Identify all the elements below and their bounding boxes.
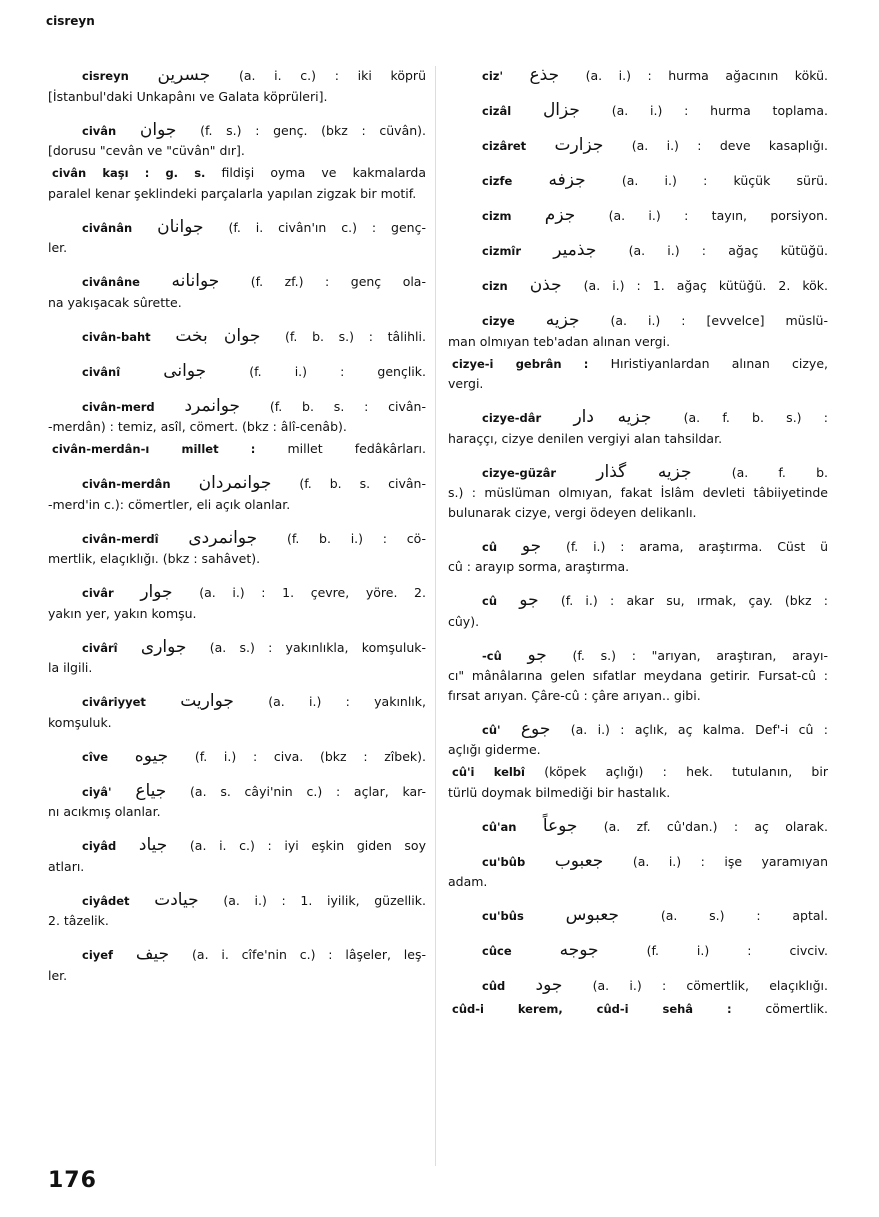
- entry-definition: (a. i. cîfe'nin c.) : lâşeler, leş-: [192, 947, 426, 962]
- entry-definition: (f. i.) : akar su, ırmak, çay. (bkz :: [560, 593, 829, 608]
- entry-definition: millet fedâkârları.: [287, 441, 426, 456]
- dictionary-entry: [48, 397, 426, 437]
- entry-headword: cîve: [82, 749, 109, 764]
- entry-continuation: haraççı, cizye denilen vergiyi alan tahsildar.: [448, 430, 723, 446]
- entry-definition: (a. i.) : 1. iyilik, güzellik.: [223, 892, 426, 908]
- entry-arabic-script: جو: [519, 590, 539, 610]
- entry-headword: cizâret: [482, 139, 527, 153]
- entry-first-line: [448, 66, 828, 87]
- dictionary-entry: [448, 646, 828, 706]
- entry-definition: (f. b. s. civân-: [299, 476, 426, 491]
- dictionary-entry: [448, 906, 828, 927]
- dictionary-entry: [48, 692, 426, 732]
- dictionary-entry: [48, 945, 426, 985]
- entry-headword: civân: [82, 123, 117, 138]
- entry-arabic-script: جيف: [135, 944, 170, 964]
- entry-headword: civâriyyet: [82, 695, 146, 709]
- entry-headword: ciyâ': [82, 784, 112, 799]
- entry-continuation: [İstanbul'daki Unkapânı ve Galata köprüleri].: [48, 88, 328, 104]
- entry-arabic-script: جوانمردى: [188, 527, 258, 548]
- entry-first-line: [448, 941, 828, 962]
- entry-headword: civân kaşı : g. s.: [52, 166, 206, 180]
- entry-first-line: [448, 720, 828, 741]
- entry-definition: (a. zf. cû'dan.) : aç olarak.: [603, 818, 828, 834]
- entry-arabic-script: جيادت: [154, 889, 199, 910]
- entry-first-line: [48, 218, 426, 239]
- dictionary-entry: [48, 891, 426, 931]
- entry-definition: (a. i.) : hurma toplama.: [611, 103, 828, 118]
- entry-headword: cû: [482, 539, 498, 554]
- entry-definition: (a. i.) : deve kasaplığı.: [631, 138, 828, 153]
- dictionary-entry: [448, 976, 828, 997]
- entry-arabic-script: جذمير: [553, 240, 597, 260]
- running-header: cisreyn: [46, 14, 95, 28]
- entry-definition: (f. i.) : civciv.: [646, 943, 828, 958]
- dictionary-entry: [48, 362, 426, 383]
- dictionary-entry: [448, 311, 828, 351]
- dictionary-entry: [448, 276, 828, 297]
- entry-arabic-script: جعبوس: [565, 905, 619, 925]
- entry-first-line: [448, 136, 828, 157]
- dictionary-entry: [48, 218, 426, 258]
- entry-continuation: mertlik, elaçıklığı. (bkz : sahâvet).: [48, 551, 261, 566]
- entry-continuation: atları.: [48, 858, 85, 874]
- entry-headword: cû'an: [482, 819, 517, 834]
- dictionary-entry: [48, 327, 426, 348]
- entry-continuation: -merdân) : temiz, asîl, cömert. (bkz : âlî-cenâb).: [48, 419, 347, 434]
- entry-headword: cu'bûb: [482, 854, 526, 869]
- entry-definition: (a. i.) : açlık, aç kalma. Def'-i cû :: [570, 721, 828, 737]
- entry-first-line: [48, 397, 426, 418]
- entry-first-line: [448, 276, 828, 297]
- entry-continuation: nı acıkmış olanlar.: [48, 804, 161, 819]
- entry-definition: (f. s.) : "arıyan, araştıran, arayı-: [572, 647, 828, 663]
- entry-first-line: [448, 463, 828, 484]
- dictionary-entry: [448, 591, 828, 631]
- entry-headword: civân-baht: [82, 329, 151, 344]
- entry-first-line: [48, 163, 426, 184]
- dictionary-entry: [448, 241, 828, 262]
- dictionary-entry: [48, 747, 426, 768]
- entry-headword: cizye-i gebrân :: [452, 356, 589, 371]
- entry-headword: cizm: [482, 209, 512, 223]
- entry-headword: civâr: [82, 586, 114, 600]
- entry-arabic-script: جو: [521, 535, 542, 556]
- entry-definition: (a. i.) : ağaç kütüğü.: [628, 243, 828, 258]
- entry-headword: cizmîr: [482, 244, 522, 258]
- entry-arabic-script: جواريت: [180, 691, 234, 711]
- entry-headword: cû: [482, 594, 498, 608]
- entry-definition: (a. i.) : işe yaramıyan: [632, 853, 828, 869]
- entry-definition: (a. f. b.: [731, 464, 828, 480]
- entry-definition: (köpek açlığı) : hek. tutulanın, bir: [544, 764, 828, 779]
- entry-headword: ciyâd: [82, 839, 117, 853]
- entry-arabic-script: جوانان: [157, 216, 204, 237]
- entry-first-line: [448, 999, 828, 1020]
- entry-first-line: [448, 852, 828, 873]
- entry-first-line: [448, 311, 828, 332]
- entry-definition: (a. i.) : cömertlik, elaçıklığı.: [592, 978, 828, 993]
- entry-first-line: [448, 408, 828, 429]
- entry-first-line: [48, 692, 426, 713]
- entry-continuation: paralel kenar şeklindeki parçalarla yapılan zigzak bir motif.: [48, 185, 417, 201]
- entry-arabic-script: جذع: [529, 65, 560, 85]
- entry-continuation: açlığı giderme.: [448, 742, 541, 757]
- entry-first-line: [48, 529, 426, 550]
- dictionary-entry: [48, 66, 426, 106]
- entry-first-line: [48, 327, 426, 348]
- page-number: 176: [48, 1168, 97, 1193]
- entry-continuation: komşuluk.: [48, 714, 112, 730]
- entry-headword: civânî: [82, 364, 121, 379]
- entry-arabic-script: جزيه گذار: [596, 461, 692, 482]
- entry-definition: (a. i.) : 1. ağaç kütüğü. 2. kök.: [583, 278, 829, 293]
- entry-definition: (f. b. s. : civân-: [269, 398, 426, 414]
- entry-headword: ciz': [482, 69, 503, 83]
- entry-arabic-script: جسرين: [157, 65, 211, 85]
- entry-arabic-script: جزيه: [545, 310, 580, 330]
- entry-continuation: la ilgili.: [48, 660, 93, 675]
- entry-headword: -cû: [482, 648, 502, 663]
- entry-definition: Hıristiyanlardan alınan cizye,: [610, 355, 828, 371]
- entry-first-line: [48, 638, 426, 659]
- entry-first-line: [48, 836, 426, 857]
- entry-headword: civân-merdî: [82, 531, 159, 546]
- entry-arabic-script: جزارت: [554, 135, 604, 155]
- entry-first-line: [48, 272, 426, 293]
- entry-headword: cûce: [482, 944, 512, 958]
- entry-headword: cu'bûs: [482, 909, 524, 923]
- dictionary-entry: [448, 206, 828, 227]
- entry-headword: cizn: [482, 279, 508, 293]
- right-column: [448, 66, 828, 1034]
- entry-headword: civân-merdân: [82, 477, 171, 491]
- entry-arabic-script: جزم: [544, 205, 576, 225]
- entry-definition: (f. i.) : civa. (bkz : zîbek).: [194, 748, 426, 764]
- entry-continuation: cı" mânâlarına gelen sıfatlar meydana getirir. Fursat-cû : fırsat arıyan. Çâre-cû : çâre arıyan.. gibi.: [448, 668, 828, 703]
- dictionary-entry: [48, 474, 426, 514]
- entry-headword: ciyef: [82, 948, 114, 962]
- entry-continuation: cûy).: [448, 613, 480, 629]
- left-column: [48, 66, 426, 1000]
- entry-headword: cisreyn: [82, 69, 129, 83]
- entry-continuation: vergi.: [448, 376, 484, 391]
- dictionary-entry: [48, 782, 426, 822]
- entry-headword: cû'i kelbî: [452, 765, 525, 779]
- entry-headword: cûd: [482, 979, 506, 993]
- entry-first-line: [48, 121, 426, 142]
- entry-first-line: [448, 354, 828, 375]
- entry-headword: civân-merd: [82, 399, 155, 414]
- entry-definition: (a. i.) : 1. çevre, yöre. 2.: [199, 585, 426, 600]
- dictionary-entry: [448, 101, 828, 122]
- entry-definition: fildişi oyma ve kakmalarda: [221, 165, 426, 180]
- entry-first-line: [448, 101, 828, 122]
- entry-definition: (f. s.) : genç. (bkz : cüvân).: [200, 122, 426, 138]
- entry-definition: (a. i.) : hurma ağacının kökü.: [585, 68, 828, 83]
- entry-continuation: adam.: [448, 874, 488, 889]
- entry-definition: (f. zf.) : genç ola-: [250, 274, 426, 289]
- entry-arabic-script: جيوه: [134, 745, 169, 766]
- dictionary-entry: [48, 529, 426, 569]
- entry-arabic-script: جو: [527, 644, 547, 665]
- entry-first-line: [48, 945, 426, 966]
- entry-arabic-script: جوانى: [163, 360, 207, 381]
- entry-first-line: [48, 747, 426, 768]
- dictionary-entry: [448, 762, 828, 802]
- entry-continuation: yakın yer, yakın komşu.: [48, 605, 197, 621]
- dictionary-entry: [48, 272, 426, 312]
- dictionary-entry: [48, 163, 426, 203]
- entry-first-line: [448, 537, 828, 558]
- entry-arabic-script: جعبوب: [554, 850, 604, 871]
- entry-first-line: [48, 474, 426, 495]
- entry-headword: civân-merdân-ı millet :: [52, 442, 256, 456]
- entry-headword: cû': [482, 722, 501, 737]
- entry-arabic-script: جوار: [140, 582, 173, 602]
- entry-first-line: [448, 976, 828, 997]
- entry-headword: cûd-i kerem, cûd-i sehâ :: [452, 1002, 732, 1016]
- column-divider: [435, 66, 436, 1166]
- entry-first-line: [48, 362, 426, 383]
- dictionary-entry: [448, 66, 828, 87]
- entry-definition: (f. b. i.) : cö-: [286, 530, 426, 546]
- entry-arabic-script: جوجه: [559, 940, 599, 960]
- entry-headword: civârî: [82, 640, 118, 655]
- entry-arabic-script: جذن: [529, 275, 562, 295]
- entry-first-line: [448, 241, 828, 262]
- entry-headword: cizye-dâr: [482, 411, 542, 425]
- entry-arabic-script: جوانمردان: [198, 473, 272, 493]
- entry-definition: cömertlik.: [765, 1001, 828, 1016]
- entry-continuation: man olmıyan teb'adan alınan vergi.: [448, 333, 671, 349]
- entry-definition: (a. i.) : [evvelce] müslü-: [610, 313, 828, 328]
- entry-arabic-script: جوان بخت: [175, 325, 261, 346]
- dictionary-entry: [48, 439, 426, 460]
- entry-first-line: [448, 591, 828, 612]
- entry-first-line: [48, 66, 426, 87]
- entry-continuation: cû : arayıp sorma, araştırma.: [448, 559, 630, 574]
- entry-headword: cizfe: [482, 174, 513, 188]
- entry-arabic-script: جياع: [135, 780, 167, 801]
- entry-definition: (a. i.) : tayın, porsiyon.: [608, 208, 828, 223]
- entry-arabic-script: جوارى: [140, 636, 187, 657]
- entry-first-line: [448, 906, 828, 927]
- entry-arabic-script: جياد: [138, 835, 168, 855]
- entry-definition: (f. i. civân'ın c.) : genç-: [228, 219, 426, 235]
- entry-headword: cizye-güzâr: [482, 465, 557, 480]
- entry-continuation: s.) : müslüman olmıyan, fakat İslâm devleti tâbiiyetinde bulunarak cizye, vergi ödeyen delikanlı.: [448, 485, 828, 520]
- entry-continuation: ler.: [48, 967, 68, 983]
- dictionary-entry: [448, 463, 828, 523]
- dictionary-entry: [448, 408, 828, 448]
- dictionary-entry: [448, 354, 828, 394]
- entry-arabic-script: جود: [535, 975, 563, 995]
- dictionary-entry: [48, 121, 426, 161]
- entry-definition: (f. i.) : arama, araştırma. Cüst ü: [565, 538, 828, 554]
- entry-arabic-script: جوانمرد: [184, 395, 241, 416]
- entry-headword: cizâl: [482, 104, 512, 118]
- entry-first-line: [48, 583, 426, 604]
- entry-continuation: na yakışacak sûrette.: [48, 294, 182, 310]
- entry-definition: (a. i.) : küçük sürü.: [621, 173, 828, 188]
- dictionary-entry: [48, 638, 426, 678]
- entry-definition: (f. i.) : gençlik.: [249, 363, 426, 379]
- dictionary-entry: [48, 836, 426, 876]
- entry-arabic-script: جزال: [542, 100, 580, 120]
- entry-continuation: türlü doymak bilmediği bir hastalık.: [448, 784, 671, 800]
- entry-headword: ciyâdet: [82, 893, 130, 908]
- dictionary-entry: [448, 720, 828, 760]
- entry-definition: (f. b. s.) : tâlihli.: [285, 328, 426, 344]
- entry-headword: civânân: [82, 220, 133, 235]
- dictionary-entry: [448, 817, 828, 838]
- dictionary-entry: [448, 537, 828, 577]
- entry-arabic-script: جزفه: [548, 170, 586, 190]
- entry-arabic-script: جوعاً: [542, 815, 578, 836]
- entry-arabic-script: جزيه دار: [573, 407, 652, 427]
- entry-first-line: [448, 646, 828, 667]
- entry-first-line: [448, 762, 828, 783]
- entry-continuation: ler.: [48, 240, 68, 255]
- entry-first-line: [448, 817, 828, 838]
- dictionary-entry: [448, 136, 828, 157]
- entry-definition: (a. f. b. s.) :: [683, 410, 828, 425]
- dictionary-entry: [448, 852, 828, 892]
- dictionary-entry: [448, 941, 828, 962]
- entry-continuation: 2. tâzelik.: [48, 913, 109, 928]
- entry-arabic-script: جوان: [139, 119, 177, 140]
- dictionary-entry: [448, 171, 828, 192]
- entry-first-line: [448, 206, 828, 227]
- entry-first-line: [48, 891, 426, 912]
- entry-definition: (a. i.) : yakınlık,: [268, 694, 426, 709]
- entry-arabic-script: جوع: [520, 718, 551, 739]
- entry-continuation: [dorusu "cevân ve "cüvân" dır].: [48, 143, 245, 158]
- entry-definition: (a. s. câyi'nin c.) : açlar, kar-: [190, 783, 426, 799]
- dictionary-entry: [448, 999, 828, 1020]
- entry-definition: (a. i. c.) : iki köprü: [238, 68, 426, 83]
- dictionary-entry: [48, 583, 426, 623]
- entry-first-line: [48, 439, 426, 460]
- entry-definition: (a. i. c.) : iyi eşkin giden soy: [189, 838, 426, 853]
- entry-definition: (a. s.) : yakınlıkla, komşuluk-: [209, 639, 426, 655]
- entry-continuation: -merd'in c.): cömertler, eli açık olanlar.: [48, 496, 291, 512]
- entry-arabic-script: جوانانه: [171, 271, 220, 291]
- entry-first-line: [448, 171, 828, 192]
- entry-first-line: [48, 782, 426, 803]
- entry-headword: civânâne: [82, 275, 140, 289]
- entry-definition: (a. s.) : aptal.: [660, 908, 828, 923]
- entry-headword: cizye: [482, 314, 515, 328]
